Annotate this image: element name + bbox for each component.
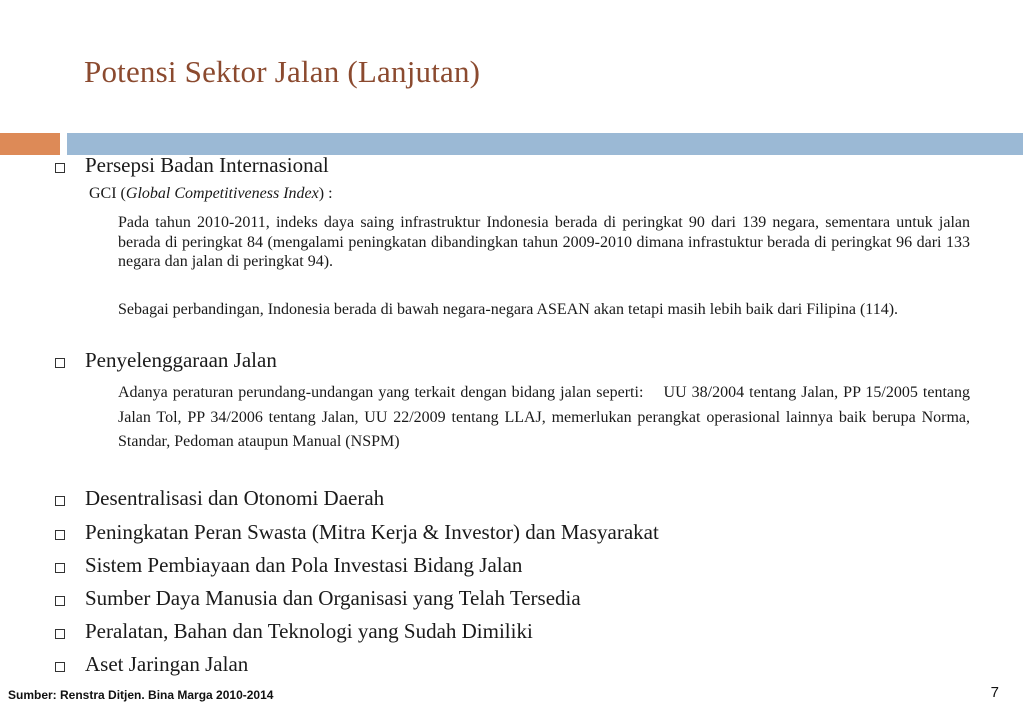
square-bullet-icon <box>55 596 65 606</box>
bullet-item <box>55 553 522 578</box>
square-bullet-icon <box>55 629 65 639</box>
square-bullet-icon <box>55 163 65 173</box>
bullet-item <box>55 586 581 611</box>
bullet-item <box>55 619 533 644</box>
bullet-persepsi <box>55 153 329 178</box>
bullet-text: Desentralisasi dan Otonomi Daerah <box>85 486 385 510</box>
bullet-text: Peningkatan Peran Swasta (Mitra Kerja & Investor) dan Masyarakat <box>85 520 659 544</box>
bullet-penyelenggaraan <box>55 348 277 373</box>
bullet-item <box>55 486 384 511</box>
gci-paragraph-1: Pada tahun 2010-2011, indeks daya saing infrastruktur Indonesia berada di peringkat 90 dari 139 negara, sementara untuk jalan berada di peringkat 84 (mengalami peningkatan dibandingkan tahun 2009-2010 dimana infrastuktur berada di peringkat 96 dari 133 negara dan jalan di peringkat 94). <box>118 214 970 270</box>
square-bullet-icon <box>55 662 65 672</box>
source-note: Sumber: Renstra Ditjen. Bina Marga 2010-2014 <box>8 688 274 702</box>
square-bullet-icon <box>55 358 65 368</box>
bullet-item <box>55 652 248 677</box>
bullet-text: Sumber Daya Manusia dan Organisasi yang Telah Tersedia <box>85 586 581 610</box>
bullet-text: Penyelenggaraan Jalan <box>85 348 277 372</box>
gci-paragraph-2: Sebagai perbandingan, Indonesia berada di bawah negara-negara ASEAN akan tetapi masih lebih baik dari Filipina (114). <box>118 301 899 318</box>
penyelenggaraan-paragraph: Adanya peraturan perundang-undangan yang terkait dengan bidang jalan seperti: UU 38/2004 tentang Jalan, PP 15/2005 tentang Jalan Tol, PP 34/2006 tentang Jalan, UU 22/2009 tentang LLAJ, memerlukan perangkat operasional lainnya baik berupa Norma, Standar, Pedoman ataupun Manual (NSPM) <box>118 384 974 450</box>
bullet-text: Persepsi Badan Internasional <box>85 153 329 177</box>
square-bullet-icon <box>55 530 65 540</box>
page-number: 7 <box>990 684 999 701</box>
gci-label: GCI (Global Competitiveness Index) : <box>89 185 333 202</box>
accent-band-blue <box>67 133 1023 155</box>
square-bullet-icon <box>55 496 65 506</box>
bullet-text: Aset Jaringan Jalan <box>85 652 249 676</box>
bullet-text: Sistem Pembiayaan dan Pola Investasi Bidang Jalan <box>85 553 523 577</box>
page-title: Potensi Sektor Jalan (Lanjutan) <box>84 54 481 89</box>
square-bullet-icon <box>55 563 65 573</box>
bullet-text: Peralatan, Bahan dan Teknologi yang Sudah Dimiliki <box>85 619 533 643</box>
bullet-item <box>55 520 659 545</box>
accent-band-orange <box>0 133 60 155</box>
